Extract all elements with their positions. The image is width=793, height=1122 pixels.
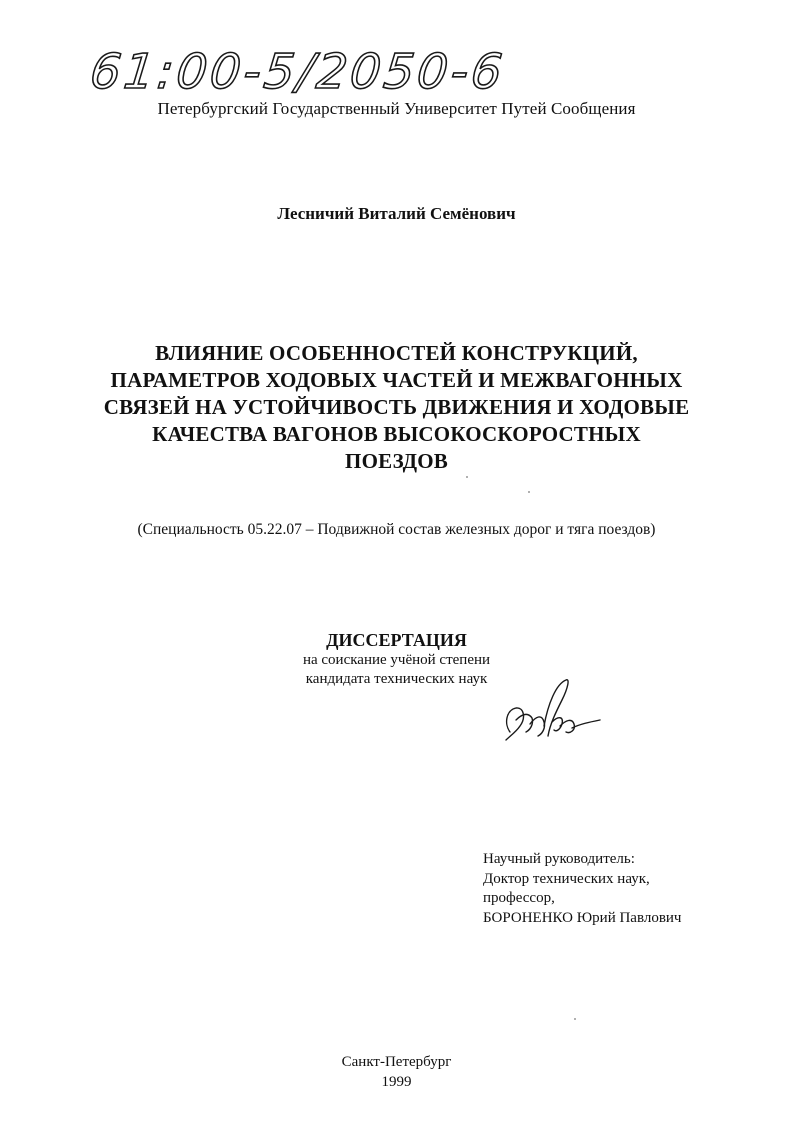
place-and-year	[0, 1052, 793, 1092]
title-line: ПАРАМЕТРОВ ХОДОВЫХ ЧАСТЕЙ И МЕЖВАГОННЫХ	[110, 368, 683, 392]
university-name: Петербургский Государственный Университет Путей Сообщения	[157, 99, 636, 118]
supervisor-block	[483, 850, 681, 928]
supervisor-label: Научный руководитель:	[483, 851, 635, 867]
archive-number-text: 61:00-5/2050-6	[92, 44, 508, 100]
title-line: КАЧЕСТВА ВАГОНОВ ВЫСОКОСКОРОСТНЫХ	[152, 422, 641, 446]
degree-line: кандидата технических наук	[305, 671, 488, 687]
scan-speck	[466, 476, 468, 478]
supervisor-name: БОРОНЕНКО Юрий Павлович	[483, 909, 682, 926]
specialty-code: (Специальность 05.22.07 – Подвижной состав железных дорог и тяга поездов)	[137, 521, 656, 538]
supervisor-rank: профессор,	[483, 890, 555, 906]
title-line: ВЛИЯНИЕ ОСОБЕННОСТЕЙ КОНСТРУКЦИЙ,	[155, 341, 638, 365]
author-name: Лесничий Виталий Семёнович	[277, 204, 516, 223]
supervisor-degree: Доктор технических наук,	[483, 870, 650, 887]
scan-speck	[574, 1018, 576, 1020]
handwritten-signature	[496, 674, 606, 754]
title-line: СВЯЗЕЙ НА УСТОЙЧИВОСТЬ ДВИЖЕНИЯ И ХОДОВЫЕ	[103, 395, 690, 419]
city: Санкт-Петербург	[341, 1054, 452, 1070]
dissertation-title	[60, 340, 733, 475]
title-line: ПОЕЗДОВ	[345, 449, 448, 473]
degree-block	[0, 629, 793, 689]
scan-speck	[528, 491, 530, 493]
document-type: ДИССЕРТАЦИЯ	[326, 630, 467, 650]
handwritten-archive-number	[92, 38, 512, 100]
year: 1999	[381, 1074, 412, 1090]
degree-line: на соискание учёной степени	[302, 652, 491, 668]
